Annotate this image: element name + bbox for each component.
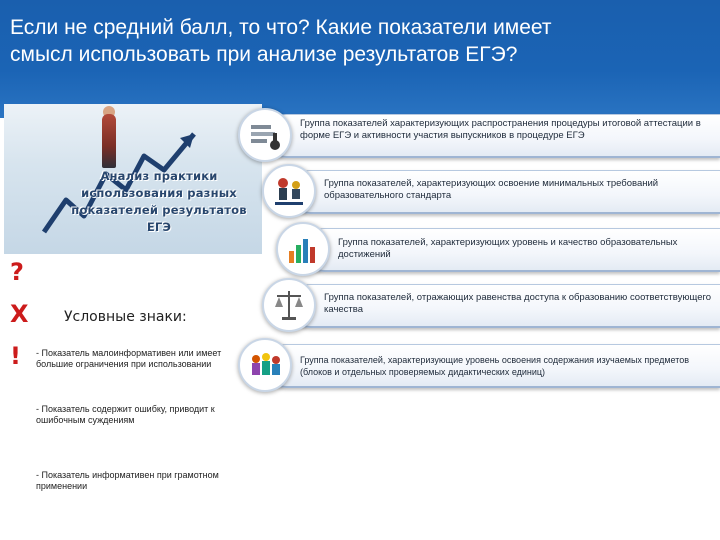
indicator-text: Группа показателей характеризующих распространения процедуры итоговой аттестации в форме ЕГЭ и активности участия выпускников в процедуре ЕГЭ xyxy=(300,118,701,141)
x-mark-sign: X xyxy=(10,300,29,328)
indicator-text: Группа показателей, характеризующих уровень и качество образовательных достижений xyxy=(338,237,678,260)
standard-icon xyxy=(262,164,316,218)
image-caption: Анализ практики использования разных показателей результатов ЕГЭ xyxy=(71,169,247,234)
indicator-group-3 xyxy=(276,228,720,272)
indicator-text: Группа показателей, характеризующие уровень освоения содержания изучаемых предметов (блоков и отдельных проверяемых дидактических единиц) xyxy=(300,355,690,377)
question-mark-sign: ? xyxy=(10,258,24,286)
chart-icon xyxy=(276,222,330,276)
page-title: Если не средний балл, то что? Какие показатели имеет смысл использовать при анализе результатов ЕГЭ? xyxy=(10,16,552,66)
indicator-group-4 xyxy=(262,284,720,328)
indicator-group-2 xyxy=(262,170,720,214)
legend-item-low-info: - Показатель малоинформативен или имеет большие ограничения при использовании xyxy=(36,348,222,369)
legend-item-informative: - Показатель информативен при грамотном применении xyxy=(36,470,219,491)
students-icon xyxy=(238,338,292,392)
indicator-group-1 xyxy=(238,114,720,158)
illustration-photo xyxy=(4,104,262,254)
indicator-text: Группа показателей, отражающих равенства доступа к образованию соответствующего качества xyxy=(324,292,712,315)
person-figure xyxy=(102,114,116,168)
statistics-icon xyxy=(238,108,292,162)
header-banner xyxy=(0,0,720,118)
legend-item-error: - Показатель содержит ошибку, приводит к ошибочным суждениям xyxy=(36,404,215,425)
indicator-text: Группа показателей, характеризующих освоение минимальных требований образовательного стандарта xyxy=(324,178,659,201)
exclamation-sign: ! xyxy=(10,342,21,370)
indicator-group-5 xyxy=(238,344,720,388)
legend-title: Условные знаки: xyxy=(64,309,187,325)
scales-icon xyxy=(262,278,316,332)
